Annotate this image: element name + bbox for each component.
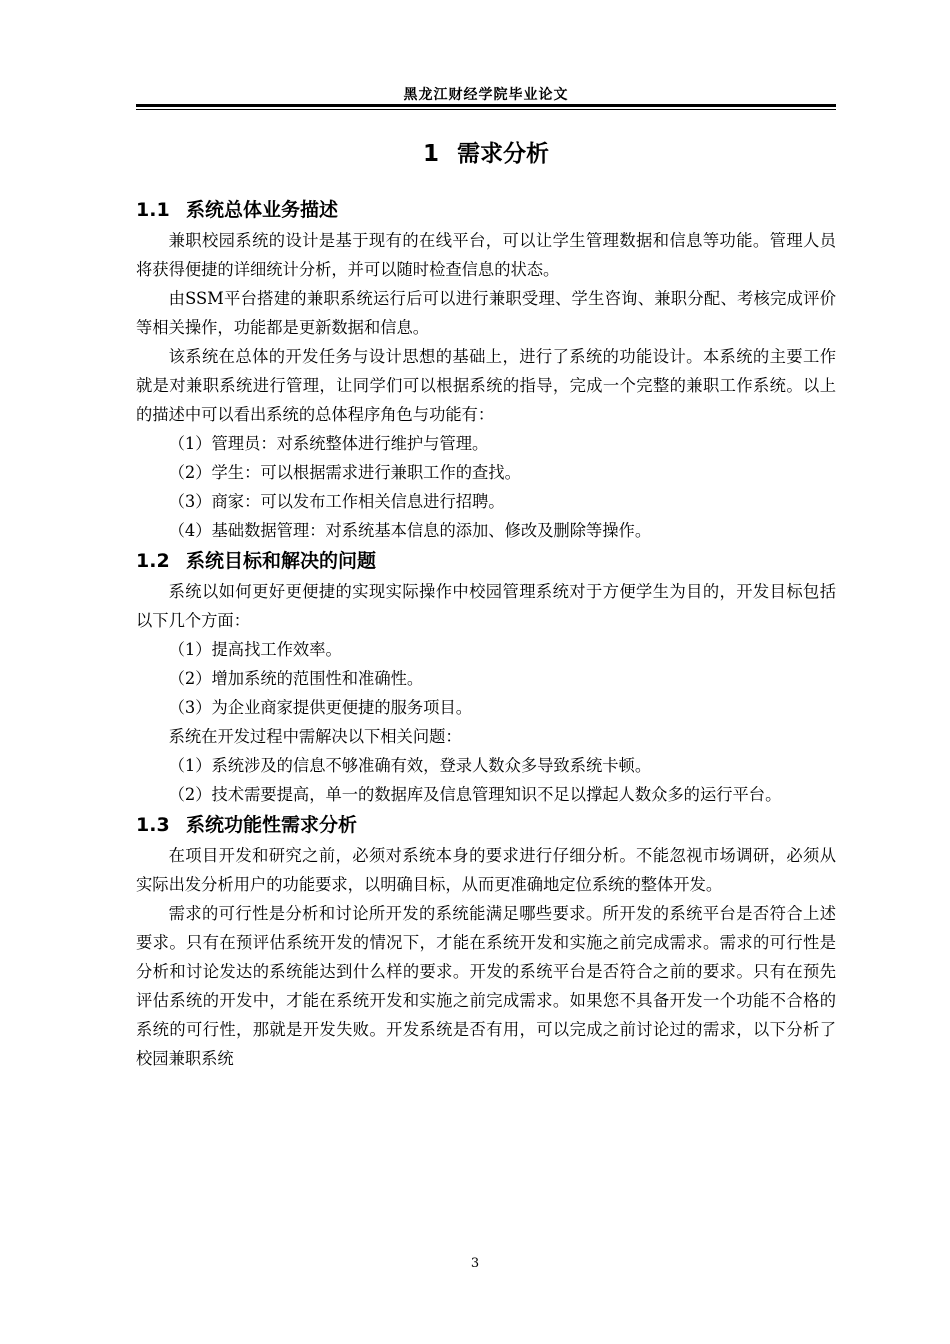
list-item: （1）系统涉及的信息不够准确有效，登录人数众多导致系统卡顿。 xyxy=(168,756,652,775)
section-number: 1.2 xyxy=(136,550,170,572)
section-title: 系统功能性需求分析 xyxy=(186,814,358,836)
section-title: 系统目标和解决的问题 xyxy=(186,550,377,572)
list-item: （4）基础数据管理：对系统基本信息的添加、修改及删除等操作。 xyxy=(168,521,652,540)
section-number: 1.3 xyxy=(136,814,170,836)
paragraph: 需求的可行性是分析和讨论所开发的系统能满足哪些要求。所开发的系统平台是否符合上述要求。只有在预评估系统开发的情况下，才能在系统开发和实施之前完成需求。需求的可行性是分析和讨论发达的系统能达到什么样的要求。开发的系统平台是否符合之前的要求。只有在预先评估系统的开发中，才能在系统开发和实施之前完成需求。如果您不具备开发一个功能不合格的系统的可行性，那就是开发失败。开发系统是否有用，可以完成之前讨论过的需求，以下分析了校园兼职系统 xyxy=(136,904,836,1068)
section-heading xyxy=(136,545,836,577)
section-heading xyxy=(136,194,836,226)
paragraph: 兼职校园系统的设计是基于现有的在线平台，可以让学生管理数据和信息等功能。管理人员将获得便捷的详细统计分析，并可以随时检查信息的状态。 xyxy=(136,231,836,279)
paragraph: 该系统在总体的开发任务与设计思想的基础上，进行了系统的功能设计。本系统的主要工作就是对兼职系统进行管理，让同学们可以根据系统的指导，完成一个完整的兼职工作系统。以上的描述中可以看出系统的总体程序角色与功能有： xyxy=(136,347,836,424)
header-rule-thick xyxy=(136,104,836,107)
list-item: （3）为企业商家提供更便捷的服务项目。 xyxy=(168,698,473,717)
list-item: （2）增加系统的范围性和准确性。 xyxy=(168,669,424,688)
paragraph: 在项目开发和研究之前，必须对系统本身的要求进行仔细分析。不能忽视市场调研，必须从实际出发分析用户的功能要求，以明确目标，从而更准确地定位系统的整体开发。 xyxy=(136,846,836,894)
header-rule-thin xyxy=(136,109,836,110)
running-header: 黑龙江财经学院毕业论文 xyxy=(403,87,569,103)
paragraph: 由SSM平台搭建的兼职系统运行后可以进行兼职受理、学生咨询、兼职分配、考核完成评价等相关操作，功能都是更新数据和信息。 xyxy=(136,289,836,337)
list-item: （1）提高找工作效率。 xyxy=(168,640,342,659)
page-number: 3 xyxy=(470,1256,480,1271)
paragraph: 系统在开发过程中需解决以下相关问题： xyxy=(168,727,462,746)
section-number: 1.1 xyxy=(136,199,170,221)
list-item: （2）学生：可以根据需求进行兼职工作的查找。 xyxy=(168,463,521,482)
section-title: 系统总体业务描述 xyxy=(186,199,339,221)
list-item: （2）技术需要提高，单一的数据库及信息管理知识不足以撑起人数众多的运行平台。 xyxy=(168,785,782,804)
chapter-number: 1 xyxy=(422,141,439,167)
chapter-heading xyxy=(136,136,836,172)
list-item: （3）商家：可以发布工作相关信息进行招聘。 xyxy=(168,492,505,511)
list-item: （1）管理员：对系统整体进行维护与管理。 xyxy=(168,434,489,453)
section-heading xyxy=(136,809,836,841)
page-body xyxy=(136,136,836,1073)
paragraph: 系统以如何更好更便捷的实现实际操作中校园管理系统对于方便学生为目的，开发目标包括以下几个方面： xyxy=(136,582,836,630)
chapter-title: 需求分析 xyxy=(457,141,549,167)
